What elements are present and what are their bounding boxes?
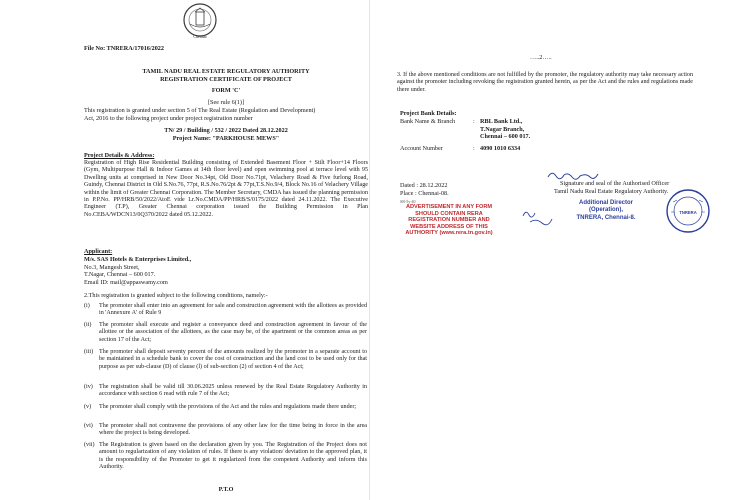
certificate-page-2 [370, 0, 740, 500]
condition-text: The promoter shall deposit seventy percent of the amounts realized by the promoter in a separate account to be maintained in a schedule bank to cover the cost of construction and the land cost to be used only for that purpose as per sub-clause (D) of clause (l) of sub-section (2) of section 4 of the Act; [99, 349, 367, 370]
condition-3-text: 3. If the above mentioned conditions are not fulfilled by the promoter, the regulatory authority may take necessary action against the promoter including revoking the registration granted herein, as per the Act and the rules and regulations made there under. [397, 72, 693, 93]
condition-item [84, 442, 368, 473]
condition-text: The promoter shall execute and register a conveyance deed and construction agreement in favour of the allottee or the association of the allottees, as the case may be, of the apartment or the common areas as per section 17 of the Act; [99, 322, 367, 343]
condition-number: (v) [84, 404, 92, 410]
account-number: 4090 1010 6334 [480, 145, 521, 152]
dated-line: Dated : 28.12.2022 [400, 182, 448, 189]
form-label: FORM 'C' [211, 87, 241, 94]
signature-caption-2: Tamil Nadu Real Estate Regulatory Authority. [554, 187, 669, 195]
condition-text: The promoter shall enter into an agreement for sale and construction agreement with the allottees as provided in 'Annexure A' of Rule 9 [99, 303, 367, 317]
applicant-email: Email ID: mail@appaswamy.com [84, 278, 168, 286]
project-details-text: Registration of High Rise Residential Building consisting of Extended Basement Floor + Stilt Floor+14 Floors (Gym, Multipurpose Hall & Indoor Games at 14th floor level) and open swimming pool at terrace level with 95 Dwelling units at comprised in New Door No.34pt, Old Door No.71pt, Velachery Road & Five furlong Road, Guindy, Chennai District in Old S.No.76, 77pt, R.S.No.76/2pt & 77pt,T.S.No.9/4, Block No.16 of Velachery Village within the limit of Greater Chennai Corporation. The Member Secretary, CMDA has issued the planning permission in P.P.No. PP/HRB/50/2022/AtoE vide Lr.No.CMDA/PP/HRB/S/0175/2022 dated 24.11.2022. The Executive Engineer (T.P), Greater Chennai corporation issued the Building Permission in Plan No.CEBA/WDCN13/0Q370/2022 dated 05.12.2022. [84, 160, 368, 218]
condition-text: The promoter shall not contravene the provisions of any other law for the time being in force in the area where the project is being developed. [99, 423, 367, 437]
initials-signature-icon [520, 206, 556, 228]
conditions-intro: 2.This registration is granted subject to the following conditions, namely:- [84, 292, 268, 299]
page-number: …..2….. [530, 54, 552, 61]
authority-heading: TAMIL NADU REAL ESTATE REGULATORY AUTHORITY [142, 68, 310, 75]
bank-branch: T.Nagar Branch, [480, 125, 525, 133]
rule-reference: [See rule 6(1)] [207, 99, 245, 106]
condition-text: The promoter shall comply with the provisions of the Act and the rules and regulations made there under; [99, 404, 357, 410]
account-number-label: Account Number [400, 145, 443, 152]
notice-line: WEBSITE ADDRESS OF THIS [410, 223, 488, 230]
applicant-heading: Applicant: [84, 248, 113, 255]
officer-stamp-line: TNRERA, Chennai-8. [576, 214, 636, 221]
condition-number: (vi) [84, 423, 93, 429]
applicant-name: M/s. SAS Hotels & Enterprises Limited., [84, 256, 192, 263]
condition-text: The Registration is given based on the declaration given by you. The Registration of the Project does not amount to regularization of any violation of rules. If there is any violation/ deviation to the approved plan, it is the responsibility of the Promoter to get it regularized from the competent Authority and inform this Authority. [99, 442, 367, 471]
condition-number: (iii) [84, 349, 94, 355]
project-name: Project Name: "PARKHOUSE MEWS" [172, 135, 280, 142]
seal-text: TNRERA [679, 210, 697, 215]
intro-line-1: This registration is granted under section 5 of The Real Estate (Regulation and Development) [84, 107, 316, 114]
condition-text: The registration shall be valid till 30.06.2025 unless renewed by the Real Estate Regulatory Authority in accordance with section 6 read with rule 7 of the Act; [99, 384, 367, 398]
project-details-heading: Project Details & Address: [84, 152, 155, 159]
bank-city: Chennai – 600 017. [480, 133, 531, 140]
condition-item [84, 303, 368, 319]
officer-stamp [560, 200, 652, 222]
applicant-address-line-1: No.3, Mangesh Street, [84, 263, 140, 271]
bank-name-label: Bank Name & Branch [400, 118, 456, 125]
condition-number: (iv) [84, 384, 93, 390]
file-number: File No: TNRERA/17016/2022 [84, 45, 164, 52]
bank-name: RBL Bank Ltd., [480, 118, 523, 125]
condition-item [84, 349, 368, 380]
place-line: Place : Chennai-08. [400, 190, 449, 197]
notice-line: REGISTRATION NUMBER AND [408, 217, 490, 224]
certificate-title: REGISTRATION CERTIFICATE OF PROJECT [160, 76, 292, 83]
registration-number: TN/ 29 / Building / 532 / 2022 Dated 28.12.2022 [164, 127, 288, 134]
signature-caption-1: Signature and seal of the Authorised Officer [560, 180, 670, 187]
condition-item [84, 423, 368, 439]
condition-item [84, 322, 368, 346]
officer-stamp-line: (Operation), [589, 207, 623, 214]
emblem-caption: Chennai [193, 34, 207, 39]
condition-number: (ii) [84, 322, 92, 328]
notice-line: ADVERTISEMENT IN ANY FORM [405, 204, 493, 210]
advertisement-notice-stamp [390, 204, 508, 237]
bank-details-heading: Project Bank Details: [400, 110, 457, 117]
condition-item [84, 404, 368, 420]
account-colon: : [473, 145, 475, 152]
applicant-address-line-2: T.Nagar, Chennai – 600 017. [84, 271, 156, 278]
condition-number: (i) [84, 303, 90, 309]
officer-stamp-line: Additional Director [578, 200, 633, 206]
condition-item [84, 384, 368, 400]
reference-code: SR-5y-40 [400, 199, 416, 204]
notice-line: AUTHORITY (www.rera.tn.gov.in) [405, 230, 493, 237]
bank-colon: : [473, 118, 475, 125]
condition-number: (vii) [84, 442, 95, 448]
intro-line-2: Act, 2016 to the following project under project registration number [84, 114, 253, 122]
notice-line: SHOULD CONTAIN RERA [415, 210, 483, 217]
pto-label: P.T.O [218, 486, 234, 493]
